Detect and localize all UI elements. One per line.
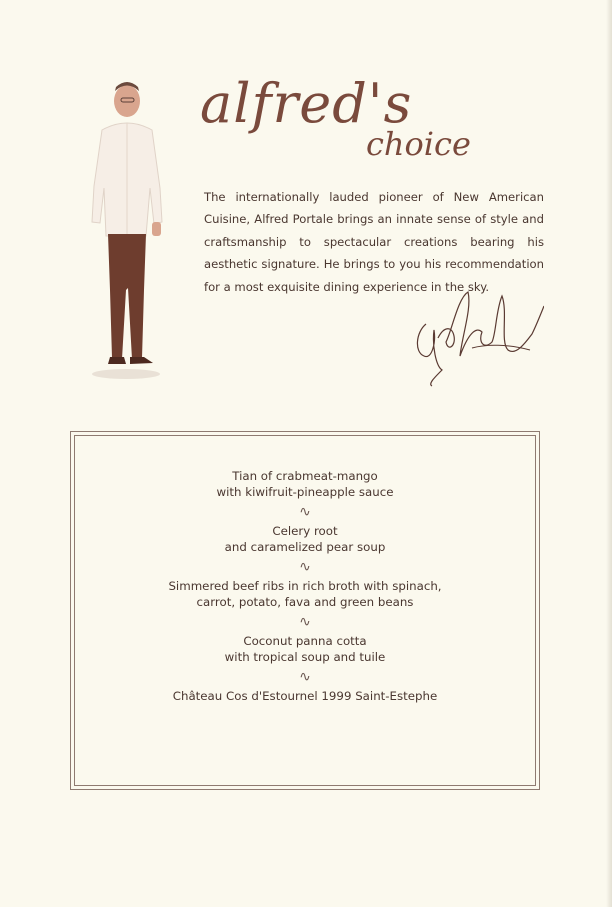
wine-line: Château Cos d'Estournel 1999 Saint-Estephe: [172, 689, 438, 703]
swash-glyph: ∿: [299, 503, 311, 520]
course-line: Simmered beef ribs in rich broth with spinach,: [168, 579, 442, 593]
course-line: Coconut panna cotta: [243, 634, 367, 648]
chef-photo: [74, 78, 174, 383]
course-line: with tropical soup and tuile: [224, 650, 386, 664]
title-alfreds: alfred's: [200, 72, 413, 135]
course-main: [70, 578, 540, 610]
course-line: Tian of crabmeat-mango: [232, 469, 378, 483]
chef-signature: [412, 286, 544, 390]
course-line: Celery root: [272, 524, 338, 538]
course-line: with kiwifruit-pineapple sauce: [216, 485, 394, 499]
page-edge-shadow: [606, 0, 612, 907]
course-line: and caramelized pear soup: [224, 540, 386, 554]
separator-swash: [70, 500, 540, 523]
separator-swash: [70, 555, 540, 578]
course-dessert: [70, 633, 540, 665]
course-soup: [70, 523, 540, 555]
menu-courses: [70, 468, 540, 704]
separator-swash: [70, 610, 540, 633]
swash-glyph: ∿: [299, 558, 311, 575]
swash-glyph: ∿: [299, 613, 311, 630]
course-line: carrot, potato, fava and green beans: [196, 595, 414, 609]
title-choice: choice: [366, 125, 471, 163]
intro-paragraph: The internationally lauded pioneer of New American Cuisine, Alfred Portale brings an innate sense of style and craftsmanship to spectacular creations bearing his aesthetic signature. He brings to you his recommendation for a most exquisite dining experience in the sky.: [204, 190, 544, 294]
separator-swash: [70, 665, 540, 688]
wine-pairing: [70, 688, 540, 704]
course-starter: [70, 468, 540, 500]
swash-glyph: ∿: [299, 668, 311, 685]
